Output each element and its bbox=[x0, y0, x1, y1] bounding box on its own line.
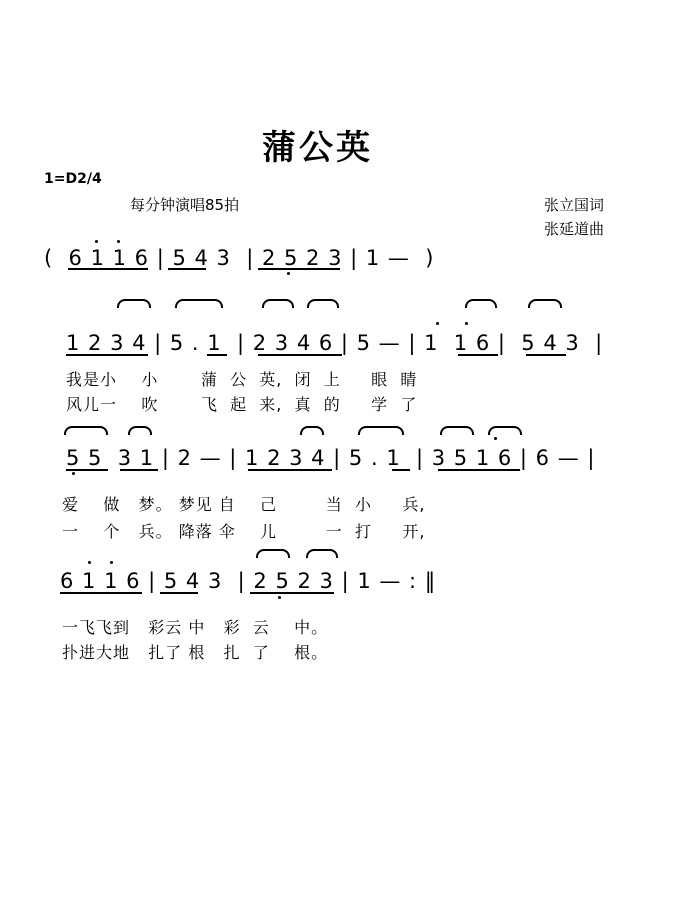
slur bbox=[175, 299, 223, 308]
slur bbox=[128, 426, 152, 435]
slur bbox=[306, 549, 338, 558]
lyric-line-2-verse-1: 我是小 小 蒲 公 英, 闭 上 眼 睛 bbox=[66, 370, 418, 389]
key-signature: 1=D2/4 bbox=[44, 171, 102, 187]
slur bbox=[256, 549, 290, 558]
song-title: 蒲公英 bbox=[262, 128, 373, 168]
lyric-line-4-verse-2: 扑进大地 扎了 根 扎 了 根。 bbox=[62, 643, 329, 662]
rhythm-underline bbox=[458, 354, 498, 356]
lyric-line-4-verse-1: 一飞飞到 彩云 中 彩 云 中。 bbox=[62, 618, 329, 637]
notation-line-3: 5 5 3 1 | 2 — | 1 2 3 4 | 5 . 1 | 3 5 1 6 | 6 — | bbox=[66, 446, 596, 470]
high-octave-dot bbox=[465, 322, 468, 325]
slur bbox=[307, 299, 339, 308]
rhythm-underline bbox=[66, 469, 108, 471]
high-octave-dot bbox=[436, 322, 439, 325]
high-octave-dot bbox=[110, 561, 113, 564]
rhythm-underline bbox=[207, 354, 227, 356]
slur bbox=[488, 426, 522, 435]
notation-line-4: 6 1 1 6 | 5 4 3 | 2 5 2 3 | 1 — : ‖ bbox=[60, 569, 437, 593]
lyricist-credit: 张立国词 bbox=[544, 196, 605, 214]
lyric-line-2-verse-2: 风儿一 吹 飞 起 来, 真 的 学 了 bbox=[66, 395, 418, 414]
low-octave-dot bbox=[287, 272, 290, 275]
rhythm-underline bbox=[60, 592, 142, 594]
low-octave-dot bbox=[278, 596, 281, 599]
high-octave-dot bbox=[95, 240, 98, 243]
slur bbox=[64, 426, 108, 435]
high-octave-dot bbox=[494, 437, 497, 440]
tempo-marking: 每分钟演唱85拍 bbox=[130, 196, 240, 214]
slur bbox=[358, 426, 404, 435]
slur bbox=[465, 299, 497, 308]
rhythm-underline bbox=[258, 354, 342, 356]
rhythm-underline bbox=[68, 268, 148, 270]
low-octave-dot bbox=[72, 472, 75, 475]
lyric-line-3-verse-1: 爱 做 梦。 梦见 自 己 当 小 兵, bbox=[62, 495, 426, 514]
notation-line-2: 1 2 3 4 | 5 . 1 | 2 3 4 6 | 5 — | 1 1 6 | 5 4 3 | bbox=[66, 331, 604, 355]
lyric-line-3-verse-2: 一 个 兵。 降落 伞 儿 一 打 开, bbox=[62, 522, 426, 541]
composer-credit: 张延道曲 bbox=[544, 220, 605, 238]
slur bbox=[440, 426, 474, 435]
rhythm-underline bbox=[248, 469, 332, 471]
rhythm-underline bbox=[168, 268, 206, 270]
rhythm-underline bbox=[392, 469, 410, 471]
rhythm-underline bbox=[438, 469, 520, 471]
notation-line-1: ( 6 1 1 6 | 5 4 3 | 2 5 2 3 | 1 — ) bbox=[44, 246, 435, 270]
rhythm-underline bbox=[160, 592, 198, 594]
rhythm-underline bbox=[120, 469, 158, 471]
high-octave-dot bbox=[88, 561, 91, 564]
rhythm-underline bbox=[258, 268, 340, 270]
rhythm-underline bbox=[526, 354, 566, 356]
slur bbox=[300, 426, 324, 435]
high-octave-dot bbox=[117, 240, 120, 243]
slur bbox=[528, 299, 562, 308]
rhythm-underline bbox=[66, 354, 148, 356]
slur bbox=[117, 299, 151, 308]
rhythm-underline bbox=[250, 592, 334, 594]
slur bbox=[262, 299, 294, 308]
